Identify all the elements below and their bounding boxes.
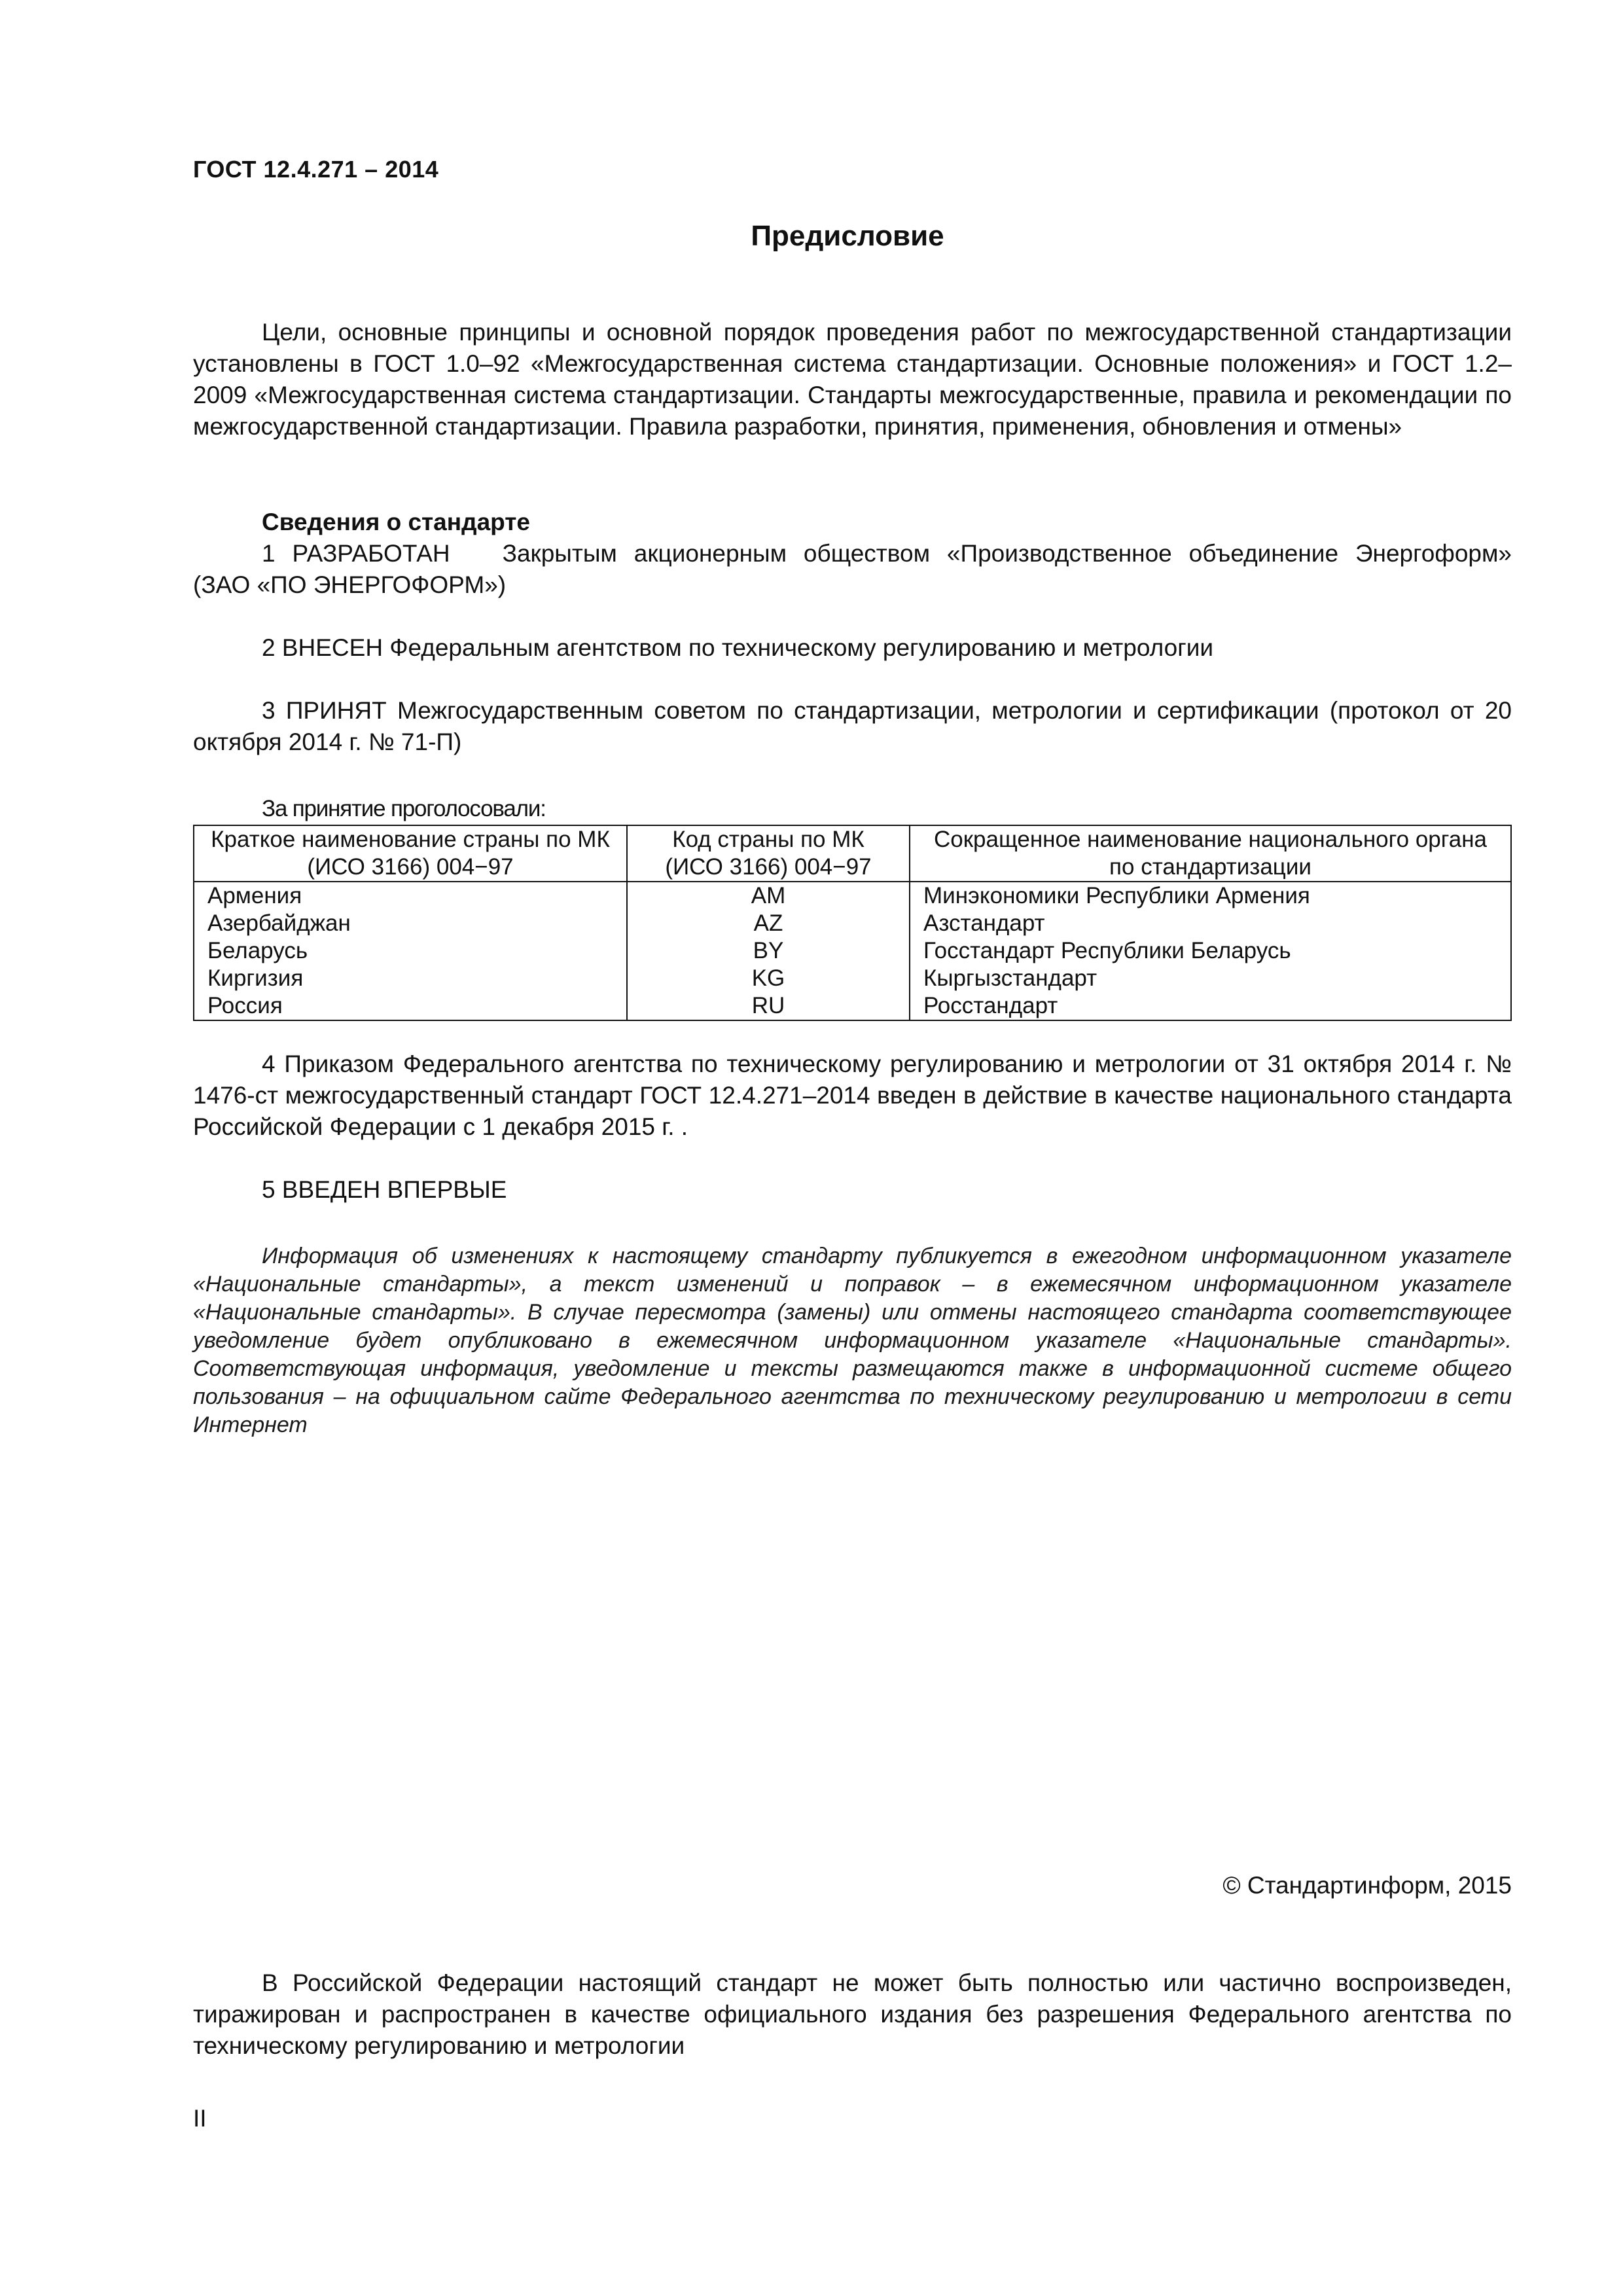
changes-information-note: Информация об изменениях к настоящему стандарту публикуется в ежегодном информационном указателе «Национальные стандарты», а текст изменений и поправок – в ежемесячном информационном указателе «Национальные стандарты». В случае пересмотра (замены) или отмены настоящего стандарта соответствующее уведомление будет опубликовано в ежемесячном информационном указателе «Национальные стандарты». Соответствующая информация, уведомление и тексты размещаются также в информационной системе общего пользования – на официальном сайте Федерального агентства по техническому регулированию и метрологии в сети Интернет <box>193 1244 1512 1437</box>
vote-table-header-organization: Сокращенное наименование национального органа по стандартизации <box>910 825 1511 882</box>
info-item-developed <box>193 538 1512 601</box>
page-number: II <box>193 2105 207 2132</box>
table-cell-code: AZ <box>627 910 910 937</box>
table-cell-country: Россия <box>194 992 627 1020</box>
intro-paragraph: Цели, основные принципы и основной порядок проведения работ по межгосударственной стандартизации установлены в ГОСТ 1.0–92 «Межгосударственная система стандартизации. Основные положения» и ГОСТ 1.2–2009 «Межгосударственная система стандартизации. Стандарты межгосударственные, правила и рекомендации по межгосударственной стандартизации. Правила разработки, принятия, применения, обновления и отмены» <box>193 319 1512 440</box>
table-row <box>194 937 1511 965</box>
table-cell-country: Азербайджан <box>194 910 627 937</box>
table-row <box>194 965 1511 992</box>
table-cell-code: BY <box>627 937 910 965</box>
info-item-developed-label: 1 РАЗРАБОТАН <box>262 540 450 567</box>
vote-table-header-country: Краткое наименование страны по МК (ИСО 3166) 004−97 <box>194 825 627 882</box>
table-row <box>194 992 1511 1020</box>
document-code: ГОСТ 12.4.271 – 2014 <box>193 156 439 183</box>
table-cell-organization: Минэкономики Республики Армения <box>910 882 1511 910</box>
info-item-introduced: 2 ВНЕСЕН Федеральным агентством по техническому регулированию и метрологии <box>262 634 1214 661</box>
table-cell-code: AM <box>627 882 910 910</box>
table-cell-organization: Кыргызстандарт <box>910 965 1511 992</box>
page-title: Предисловие <box>751 220 944 252</box>
table-cell-country: Беларусь <box>194 937 627 965</box>
vote-table-header-row <box>194 825 1511 882</box>
info-item-first-introduced: 5 ВВЕДЕН ВПЕРВЫЕ <box>262 1176 507 1203</box>
table-cell-code: RU <box>627 992 910 1020</box>
info-item-developed-text: Закрытым акционерным обществом «Производственное объединение Энергоформ» (ЗАО «ПО ЭНЕРГОФОРМ») <box>193 540 1512 598</box>
copyright-notice: © Стандартинформ, 2015 <box>1222 1872 1512 1899</box>
vote-table <box>193 825 1512 1021</box>
table-row <box>194 882 1511 910</box>
vote-table-header-code: Код страны по МК (ИСО 3166) 004−97 <box>627 825 910 882</box>
table-row <box>194 910 1511 937</box>
table-cell-organization: Азстандарт <box>910 910 1511 937</box>
table-cell-country: Киргизия <box>194 965 627 992</box>
table-cell-organization: Госстандарт Республики Беларусь <box>910 937 1511 965</box>
table-cell-code: KG <box>627 965 910 992</box>
standard-info-heading: Сведения о стандарте <box>262 509 530 535</box>
info-item-enacted: 4 Приказом Федерального агентства по техническому регулированию и метрологии от 31 октября 2014 г. № 1476-ст межгосударственный стандарт ГОСТ 12.4.271–2014 введен в действие в качестве национального стандарта Российской Федерации с 1 декабря 2015 г. . <box>193 1050 1512 1140</box>
vote-table-label: За принятие проголосовали: <box>262 796 546 821</box>
table-cell-country: Армения <box>194 882 627 910</box>
info-item-adopted: 3 ПРИНЯТ Межгосударственным советом по стандартизации, метрологии и сертификации (протокол от 20 октября 2014 г. № 71-П) <box>193 697 1512 755</box>
reproduction-notice: В Российской Федерации настоящий стандарт не может быть полностью или частично воспроизведен, тиражирован и распространен в качестве официального издания без разрешения Федерального агентства по техническому регулированию и метрологии <box>193 1969 1512 2059</box>
table-cell-organization: Росстандарт <box>910 992 1511 1020</box>
